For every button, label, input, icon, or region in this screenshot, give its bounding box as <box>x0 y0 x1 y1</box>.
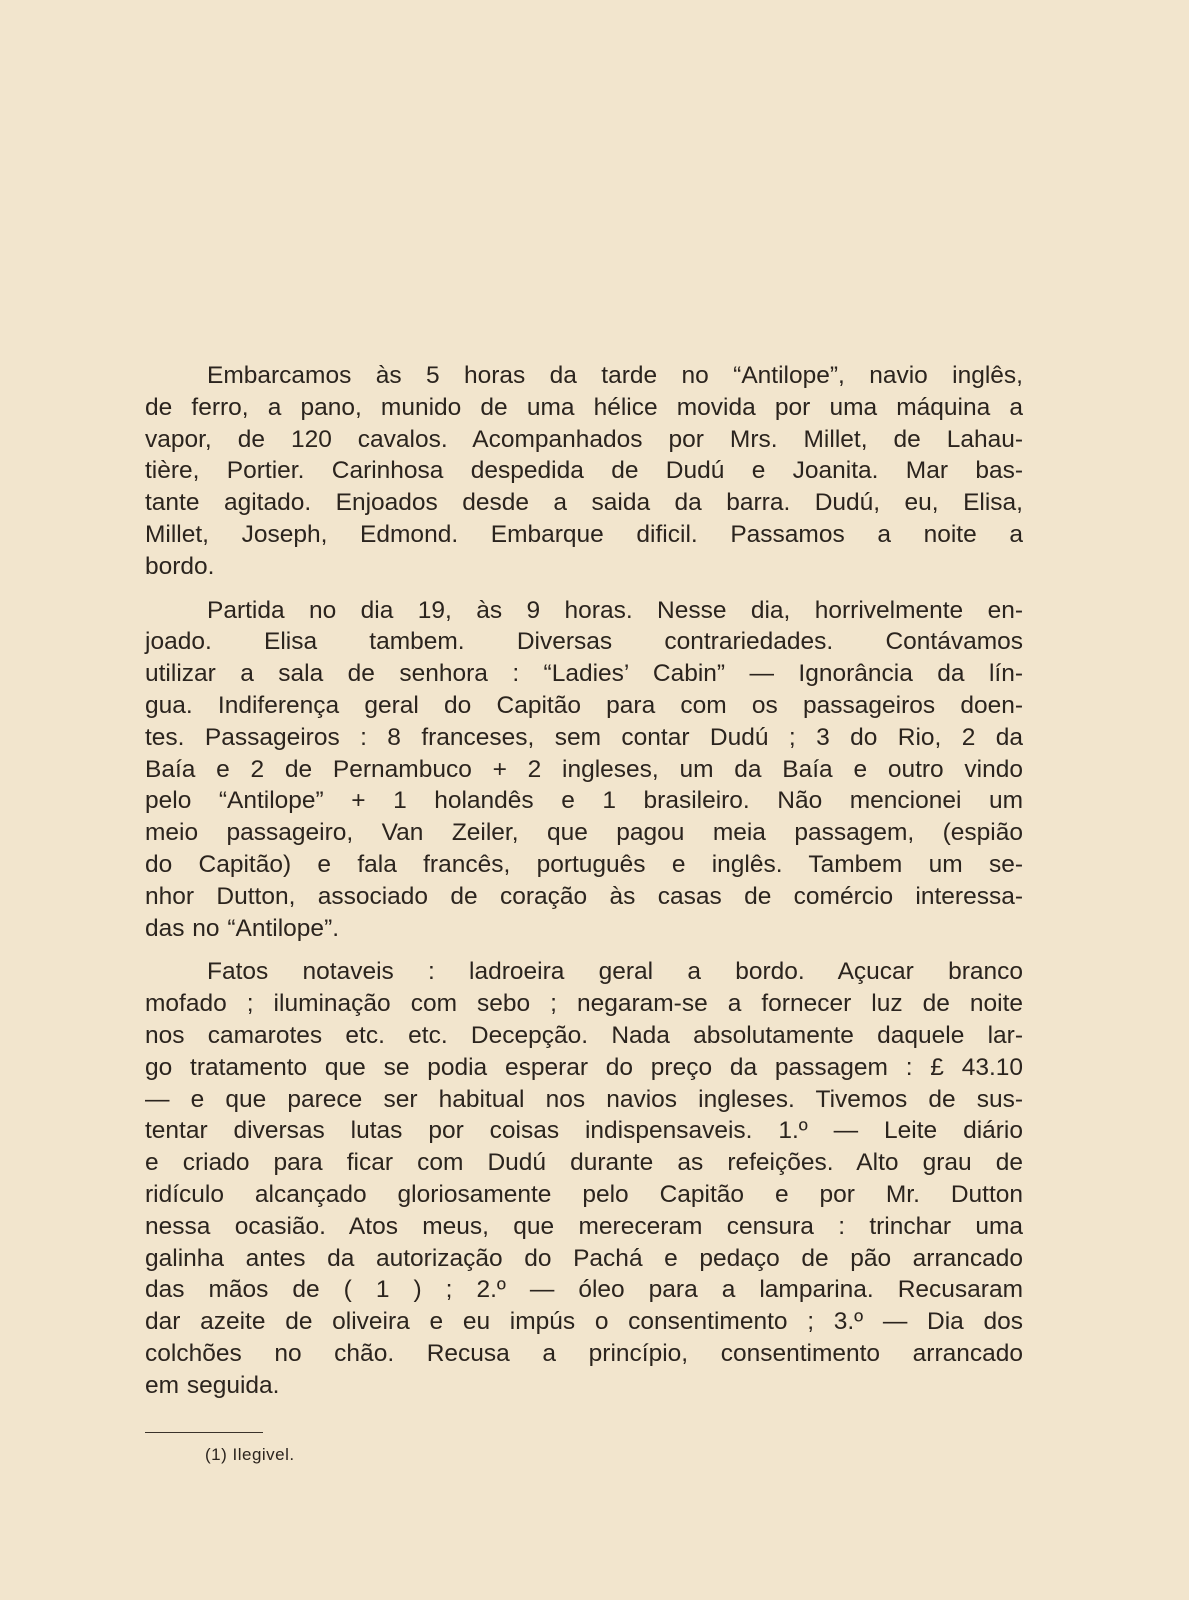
text-line: do Capitão) e fala francês, português e inglês. Tambem um se- <box>145 850 1023 878</box>
text-line: nessa ocasião. Atos meus, que mereceram censura : trinchar uma <box>145 1212 1023 1240</box>
text-line: Fatos notaveis : ladroeira geral a bordo. Açucar branco <box>207 958 1023 986</box>
text-line: bordo. <box>145 552 215 580</box>
text-line: nhor Dutton, associado de coração às casas de comércio interessa- <box>145 882 1023 910</box>
text-line: de ferro, a pano, munido de uma hélice movida por uma máquina a <box>145 393 1023 421</box>
text-line: pelo “Antilope” + 1 holandês e 1 brasileiro. Não mencionei um <box>145 787 1023 815</box>
text-line: nos camarotes etc. etc. Decepção. Nada absolutamente daquele lar- <box>145 1021 1023 1049</box>
text-line: tante agitado. Enjoados desde a saida da barra. Dudú, eu, Elisa, <box>145 489 1023 517</box>
text-line: go tratamento que se podia esperar do preço da passagem : £ 43.10 <box>145 1053 1023 1081</box>
document-body <box>145 360 1023 1414</box>
text-line: tes. Passageiros : 8 franceses, sem contar Dudú ; 3 do Rio, 2 da <box>145 723 1023 751</box>
paragraph <box>145 956 1023 1401</box>
paragraph <box>145 595 1023 945</box>
paragraph <box>145 360 1023 583</box>
text-line: Millet, Joseph, Edmond. Embarque dificil. Passamos a noite a <box>145 520 1023 548</box>
text-line: Embarcamos às 5 horas da tarde no “Antilope”, navio inglês, <box>207 362 1023 389</box>
text-line: tière, Portier. Carinhosa despedida de Dudú e Joanita. Mar bas- <box>145 457 1023 485</box>
text-line: Partida no dia 19, às 9 horas. Nesse dia, horrivelmente en- <box>207 596 1023 624</box>
text-line: utilizar a sala de senhora : “Ladies’ Cabin” — Ignorância da lín- <box>145 660 1023 688</box>
text-line: vapor, de 120 cavalos. Acompanhados por Mrs. Millet, de Lahau- <box>145 425 1023 453</box>
footnote-divider <box>145 1432 263 1433</box>
text-line: joado. Elisa tambem. Diversas contrariedades. Contávamos <box>145 628 1023 656</box>
text-line: gua. Indiferença geral do Capitão para com os passageiros doen- <box>145 691 1023 719</box>
text-line: tentar diversas lutas por coisas indispensaveis. 1.º — Leite diário <box>145 1117 1023 1145</box>
text-line: colchões no chão. Recusa a princípio, consentimento arrancado <box>145 1339 1023 1367</box>
text-line: das mãos de ( 1 ) ; 2.º — óleo para a lamparina. Recusaram <box>145 1276 1023 1304</box>
text-line: Baía e 2 de Pernambuco + 2 ingleses, um da Baía e outro vindo <box>145 755 1023 783</box>
text-line: mofado ; iluminação com sebo ; negaram-se a fornecer luz de noite <box>145 990 1023 1018</box>
footnote: (1) Ilegivel. <box>205 1445 295 1464</box>
text-line: das no “Antilope”. <box>145 914 340 942</box>
text-line: galinha antes da autorização do Pachá e pedaço de pão arrancado <box>145 1244 1023 1272</box>
text-line: — e que parece ser habitual nos navios ingleses. Tivemos de sus- <box>145 1085 1023 1113</box>
text-line: em seguida. <box>145 1371 280 1399</box>
text-line: ridículo alcançado gloriosamente pelo Capitão e por Mr. Dutton <box>145 1180 1023 1208</box>
text-line: dar azeite de oliveira e eu impús o consentimento ; 3.º — Dia dos <box>145 1308 1023 1336</box>
text-line: meio passageiro, Van Zeiler, que pagou meia passagem, (espião <box>145 819 1023 847</box>
text-line: e criado para ficar com Dudú durante as refeições. Alto grau de <box>145 1149 1023 1177</box>
